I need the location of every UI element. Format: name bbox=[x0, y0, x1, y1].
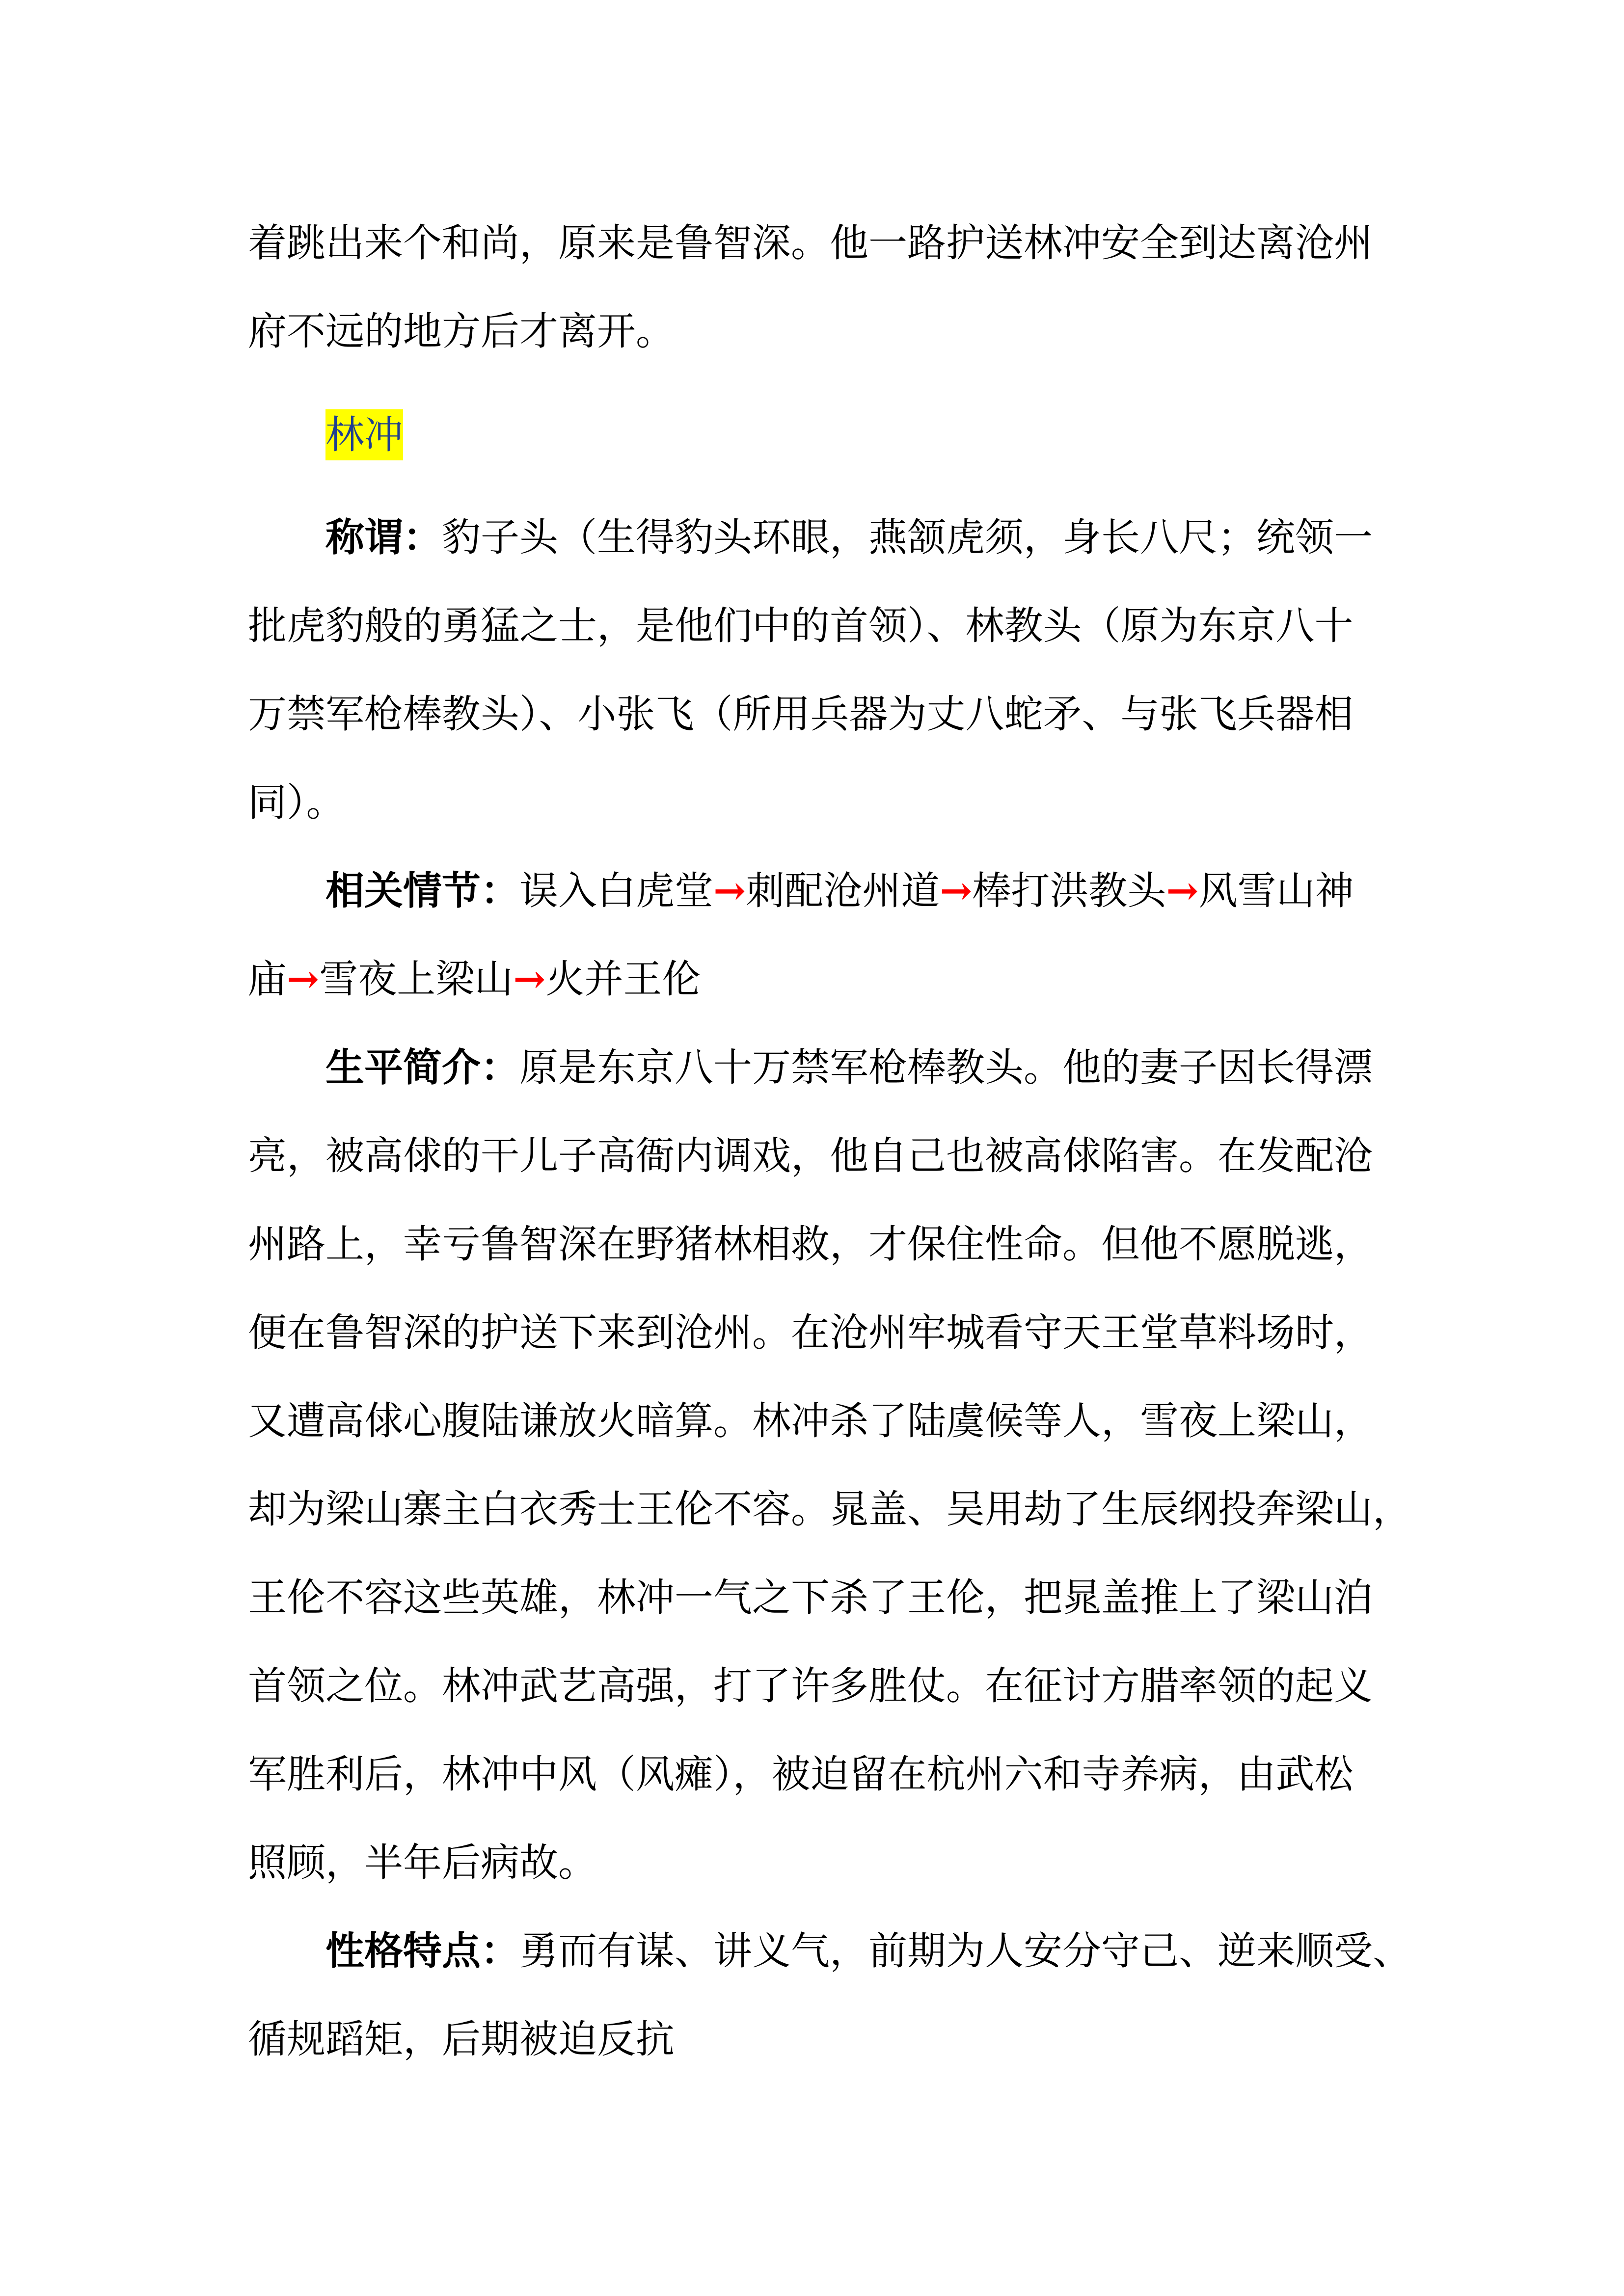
traits-label: 性格特点： bbox=[325, 1928, 519, 1974]
intro-line-2: 府不远的地方后才离开。 bbox=[248, 309, 675, 354]
plot-event-6: 火并王伦 bbox=[545, 957, 701, 1002]
plot-event-2: 刺配沧州道 bbox=[746, 868, 940, 913]
plot-paragraph bbox=[248, 847, 1416, 1023]
bio-line-9: 军胜利后，林冲中风（风瘫），被迫留在杭州六和寺养病，由武松 bbox=[248, 1752, 1353, 1797]
bio-line-3: 州路上，幸亏鲁智深在野猪林相救，才保住性命。但他不愿脱逃， bbox=[248, 1222, 1373, 1267]
titles-label: 称谓： bbox=[325, 514, 442, 560]
titles-line-3: 万禁军枪棒教头）、小张飞（所用兵器为丈八蛇矛、与张飞兵器相 bbox=[248, 692, 1353, 737]
bio-line-4: 便在鲁智深的护送下来到沧州。在沧州牢城看守天王堂草料场时， bbox=[248, 1310, 1373, 1355]
titles-line-1: 豹子头（生得豹头环眼，燕颔虎须，身长八尺；统领一 bbox=[442, 515, 1373, 560]
bio-line-6: 却为梁山寨主白衣秀士王伦不容。晁盖、吴用劫了生辰纲投奔梁山， bbox=[248, 1487, 1411, 1532]
titles-line-2: 批虎豹般的勇猛之士，是他们中的首领）、林教头（原为东京八十 bbox=[248, 603, 1353, 648]
titles-line-4: 同）。 bbox=[248, 780, 345, 825]
intro-paragraph bbox=[248, 199, 1416, 375]
intro-line-1: 着跳出来个和尚，原来是鲁智深。他一路护送林冲安全到达离沧州 bbox=[248, 220, 1373, 266]
bio-line-5: 又遭高俅心腹陆谦放火暗算。林冲杀了陆虞候等人，雪夜上梁山， bbox=[248, 1398, 1373, 1443]
bio-line-1: 原是东京八十万禁军枪棒教头。他的妻子因长得漂 bbox=[519, 1045, 1373, 1090]
bio-line-2: 亮，被高俅的干儿子高衙内调戏，他自己也被高俅陷害。在发配沧 bbox=[248, 1133, 1373, 1178]
arrow-right-icon: → bbox=[713, 868, 746, 913]
arrow-right-icon: → bbox=[287, 956, 320, 1002]
titles-paragraph bbox=[248, 493, 1416, 847]
bio-line-7: 王伦不容这些英雄，林冲一气之下杀了王伦，把晁盖推上了梁山泊 bbox=[248, 1575, 1373, 1620]
plot-event-4a: 风雪山神 bbox=[1198, 868, 1354, 913]
bio-line-8: 首领之位。林冲武艺高强，打了许多胜仗。在征讨方腊率领的起义 bbox=[248, 1663, 1373, 1709]
plot-event-4b: 庙 bbox=[248, 957, 287, 1002]
bio-line-10: 照顾，半年后病故。 bbox=[248, 1840, 597, 1885]
arrow-right-icon: → bbox=[1166, 868, 1199, 913]
plot-event-3: 棒打洪教头 bbox=[972, 868, 1166, 913]
bio-label: 生平简介： bbox=[325, 1044, 519, 1090]
arrow-right-icon: → bbox=[513, 956, 546, 1002]
traits-line-2: 循规蹈矩，后期被迫反抗 bbox=[248, 2017, 675, 2062]
plot-event-5: 雪夜上梁山 bbox=[319, 957, 514, 1002]
character-heading bbox=[248, 391, 1416, 479]
traits-line-1: 勇而有谋、讲义气，前期为人安分守己、逆来顺受、 bbox=[519, 1928, 1411, 1974]
plot-event-1: 误入白虎堂 bbox=[519, 868, 713, 913]
traits-paragraph bbox=[248, 1907, 1416, 2083]
character-name-highlight: 林冲 bbox=[325, 409, 403, 460]
plot-label: 相关情节： bbox=[325, 868, 519, 913]
bio-paragraph bbox=[248, 1023, 1416, 1907]
arrow-right-icon: → bbox=[940, 868, 973, 913]
